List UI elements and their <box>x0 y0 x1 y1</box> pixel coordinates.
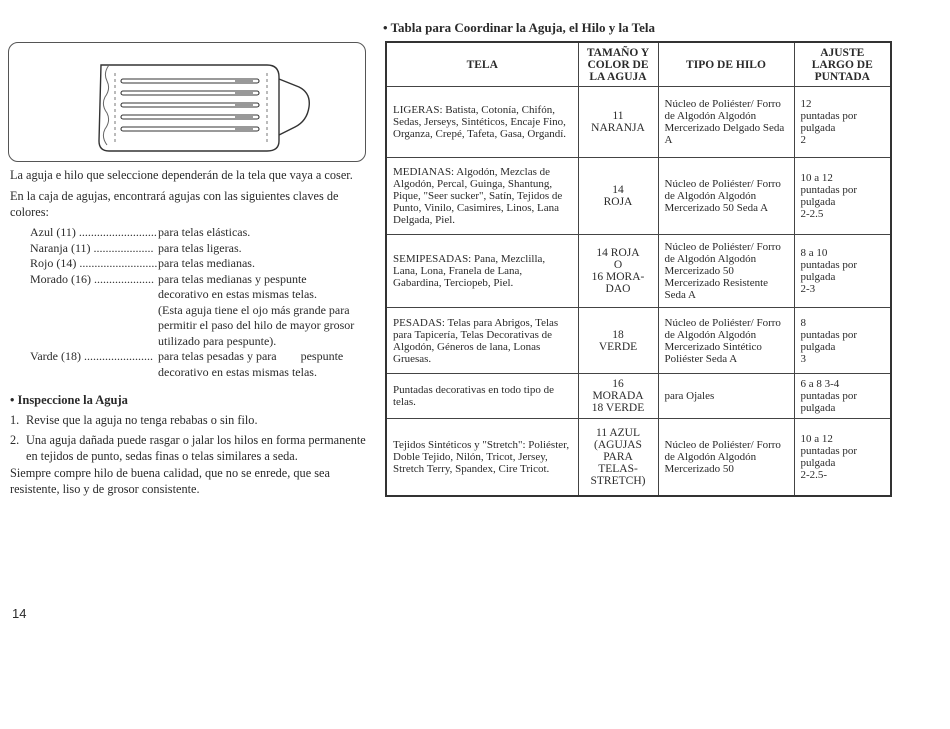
table-row <box>386 87 891 158</box>
table-row <box>386 308 891 374</box>
needle-pack-illustration <box>8 42 366 162</box>
stitch-line: 8 <box>800 316 806 329</box>
color-code-line: para telas medianas. <box>158 256 255 270</box>
table-header-row <box>386 42 891 87</box>
thread-cell: Núcleo de Poliéster/ Forro de Algodón Algodón Mercerizado Sintético Poliéster Seda A <box>658 308 794 374</box>
color-code-line: para telas pesadas y para pespunte <box>158 349 344 363</box>
list-item-number: 2. <box>10 433 20 447</box>
color-code-row <box>30 256 375 272</box>
stitch-line: 10 a 12 <box>800 172 833 184</box>
stitch-line: 2 <box>800 134 806 146</box>
stitch-line: pulgada <box>800 271 836 283</box>
stitch-line: 6 a 8 3-4 <box>800 378 840 390</box>
color-code-row <box>30 349 375 380</box>
color-code-value <box>158 225 375 241</box>
needle-size-line: ROJA <box>603 196 633 208</box>
color-code-value <box>158 241 375 257</box>
stitch-line: pulgada <box>800 402 836 414</box>
inspect-needle-list <box>10 412 368 468</box>
page-number: 14 <box>12 606 27 621</box>
stitch-line: 8 a 10 <box>800 247 828 259</box>
needle-size-line: PARA <box>603 451 633 463</box>
color-code-key: Morado (16) .................... <box>30 271 154 286</box>
color-code-line: para telas ligeras. <box>158 240 242 255</box>
table-row <box>386 374 891 419</box>
color-code-key: Azul (11) .......................... <box>30 225 157 239</box>
stitch-length-cell <box>794 158 891 235</box>
needle-size-line: MORADA <box>592 390 644 402</box>
fabric-cell: Tejidos Sintéticos y "Stretch": Poliéster, Doble Tejido, Nilón, Tricot, Jersey, Stretch Terry, Spandex, Cire Tricot. <box>386 419 578 497</box>
thread-cell: Núcleo de Poliéster/ Forro de Algodón Algodón Mercerizado 50 Mercerizado Resistente Seda A <box>658 235 794 308</box>
color-code-line: decorativo en estas mismas telas. <box>158 287 317 301</box>
list-item-text: Una aguja dañada puede rasgar o jalar los hilos en forma permanente en tejidos de punto, sedas finas o telas similares a seda. <box>26 433 366 463</box>
stitch-line: pulgada <box>800 457 836 469</box>
color-code-line: utilizado para pespunte). <box>158 333 277 348</box>
column-header-thread: TIPO DE HILO <box>658 42 794 87</box>
column-header-fabric: TELA <box>386 42 578 87</box>
stitch-line: 10 a 12 <box>800 433 833 445</box>
needle-size-line: 14 <box>612 184 624 196</box>
color-code-key: Naranja (11) .................... <box>30 240 154 255</box>
table-row <box>386 419 891 497</box>
stitch-line: pulgada <box>800 196 836 208</box>
color-code-value <box>158 272 375 350</box>
stitch-length-cell <box>794 308 891 374</box>
needle-size-cell <box>578 158 658 235</box>
color-code-value <box>158 349 375 380</box>
needle-size-line: O <box>613 259 623 271</box>
thread-cell: para Ojales <box>658 374 794 419</box>
needle-size-line: STRETCH) <box>590 475 646 487</box>
stitch-line: 3 <box>800 352 806 365</box>
needle-size-line: 16 <box>612 378 624 390</box>
intro-text <box>10 167 368 225</box>
intro-paragraph-2: En la caja de agujas, encontrará agujas con las siguientes claves de colores: <box>10 188 339 219</box>
stitch-line: pulgada <box>800 340 836 353</box>
color-code-value <box>158 256 375 272</box>
color-code-row <box>30 272 375 350</box>
needle-size-cell <box>578 374 658 419</box>
needle-thread-fabric-table <box>385 41 892 497</box>
intro-paragraph-1: La aguja e hilo que seleccione dependerán de la tela que vaya a coser. <box>10 168 353 182</box>
needle-size-line: 18 VERDE <box>591 402 645 414</box>
fabric-cell: Puntadas decorativas en todo tipo de telas. <box>386 374 578 419</box>
needle-size-line: DAO <box>605 283 631 295</box>
needle-size-line: 18 <box>612 328 624 341</box>
stitch-line: puntadas por <box>800 445 858 457</box>
table-row <box>386 158 891 235</box>
needle-size-line: 16 MORA- <box>591 271 645 283</box>
list-item-number: 1. <box>10 413 20 427</box>
needle-size-line: (AGUJAS <box>594 439 642 451</box>
color-code-row <box>30 225 375 241</box>
stitch-line: 2-3 <box>800 283 816 295</box>
inspect-needle-heading: • Inspeccione la Aguja <box>10 393 128 407</box>
stitch-line: 2-2.5- <box>800 469 828 481</box>
stitch-length-cell <box>794 87 891 158</box>
fabric-cell: MEDIANAS: Algodón, Mezclas de Algodón, Percal, Guinga, Shantung, Pique, "Seer sucker", Satín, Tejidos de Punto, Vinilo, Casimires, Linos, Lana Delgada, Piel. <box>386 158 578 235</box>
needle-pack-drawing <box>9 43 365 161</box>
stitch-line: puntadas por <box>800 110 858 122</box>
fabric-cell: LIGERAS: Batista, Cotonía, Chifón, Sedas, Jerseys, Sintéticos, Encaje Fino, Organza, Crepé, Tafeta, Gasa, Organdí. <box>386 87 578 158</box>
list-item <box>10 412 368 428</box>
stitch-line: puntadas por <box>800 259 858 271</box>
stitch-length-cell <box>794 419 891 497</box>
needle-size-cell <box>578 419 658 497</box>
column-header-needle: TAMAÑO Y COLOR DE LA AGUJA <box>578 42 658 87</box>
stitch-line: puntadas por <box>800 184 858 196</box>
fabric-cell: PESADAS: Telas para Abrigos, Telas para Tapicería, Telas Decorativas de Algodón, Géneros de lana, Lonas Gruesas. <box>386 308 578 374</box>
color-code-key: Varde (18) ....................... <box>30 349 153 363</box>
stitch-line: 2-2.5 <box>800 208 824 220</box>
needle-size-cell <box>578 87 658 158</box>
color-code-line: decorativo en estas mismas telas. <box>158 364 317 379</box>
fabric-cell: SEMIPESADAS: Pana, Mezclilla, Lana, Lona, Franela de Lana, Gabardina, Terciopeb, Piel. <box>386 235 578 308</box>
color-code-line: para telas elásticas. <box>158 225 251 239</box>
stitch-line: puntadas por <box>800 328 858 341</box>
needle-size-line: 11 <box>612 110 624 122</box>
thread-cell: Núcleo de Poliéster/ Forro de Algodón Algodón Mercerizado 50 <box>658 419 794 497</box>
stitch-length-cell <box>794 374 891 419</box>
thread-quality-note: Siempre compre hilo de buena calidad, que no se enrede, que sea resistente, liso y de grosor consistente. <box>10 466 330 496</box>
needle-size-line: 14 ROJA <box>596 247 640 259</box>
needle-size-cell <box>578 308 658 374</box>
color-code-row <box>30 241 375 257</box>
table-title: • Tabla para Coordinar la Aguja, el Hilo y la Tela <box>383 20 655 35</box>
needle-size-line: TELAS- <box>598 463 638 475</box>
needle-size-cell <box>578 235 658 308</box>
color-code-line: permitir el paso del hilo de mayor grosor <box>158 318 355 332</box>
color-code-line: para telas medianas y pespunte <box>158 271 307 286</box>
column-header-stitch: AJUSTE LARGO DE PUNTADA <box>794 42 891 87</box>
needle-size-line: VERDE <box>598 340 638 353</box>
list-item-text: Revise que la aguja no tenga rebabas o sin filo. <box>26 413 258 427</box>
thread-cell: Núcleo de Poliéster/ Forro de Algodón Algodón Mercerizado 50 Seda A <box>658 158 794 235</box>
needle-size-line: NARANJA <box>591 122 645 134</box>
stitch-line: pulgada <box>800 122 836 134</box>
color-code-line: (Esta aguja tiene el ojo más grande para <box>158 302 350 317</box>
thread-cell: Núcleo de Poliéster/ Forro de Algodón Algodón Mercerizado Delgado Seda A <box>658 87 794 158</box>
stitch-line: puntadas por <box>800 390 858 402</box>
needle-size-line: 11 AZUL <box>596 427 640 439</box>
stitch-line: 12 <box>800 98 812 110</box>
list-item <box>10 432 368 464</box>
table-row <box>386 235 891 308</box>
stitch-length-cell <box>794 235 891 308</box>
color-code-key: Rojo (14) .......................... <box>30 256 158 270</box>
color-code-list <box>30 225 375 380</box>
